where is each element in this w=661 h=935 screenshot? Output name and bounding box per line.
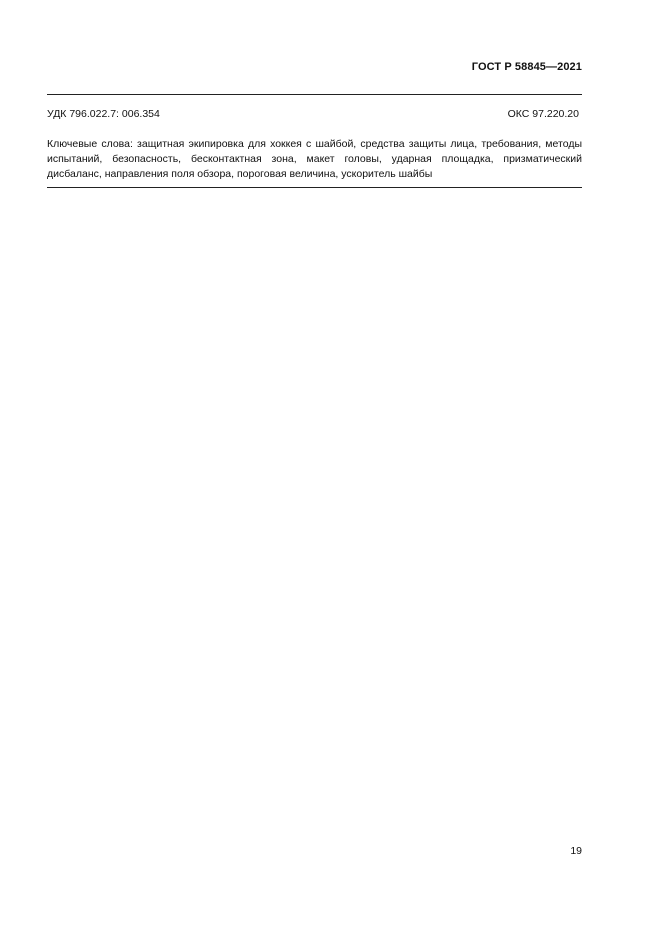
page-number: 19 bbox=[570, 845, 582, 857]
keywords-paragraph: Ключевые слова: защитная экипировка для хоккея с шайбой, средства защиты лица, требования, методы испытаний, безопасность, бесконтактная зона, макет головы, ударная площадка, призматический дисбаланс, направления поля обзора, пороговая величина, ускоритель шайбы bbox=[47, 138, 582, 180]
bottom-divider bbox=[47, 187, 582, 188]
top-divider bbox=[47, 94, 582, 95]
document-code: ГОСТ Р 58845—2021 bbox=[471, 61, 582, 73]
oks-code: ОКС 97.220.20 bbox=[507, 108, 579, 120]
udk-code: УДК 796.022.7: 006.354 bbox=[47, 108, 160, 120]
